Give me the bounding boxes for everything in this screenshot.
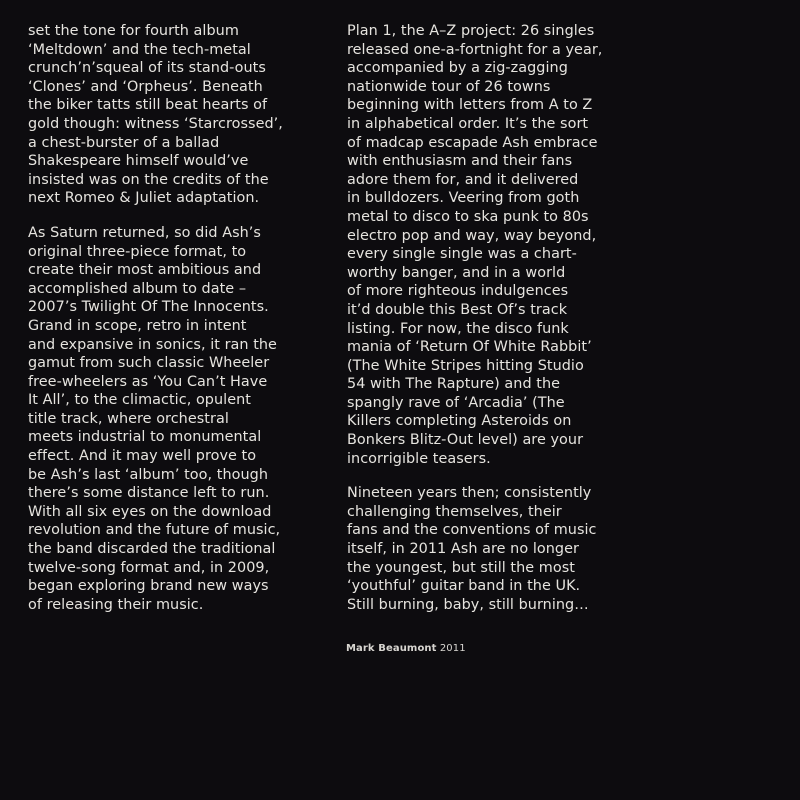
author-credit (346, 643, 466, 654)
text-line: accomplished album to date – (28, 280, 247, 297)
right-paragraph-1 (347, 22, 647, 468)
text-line: Still burning, baby, still burning… (347, 596, 589, 613)
text-line: create their most ambitious and (28, 262, 262, 279)
text-line: title track, where orchestral (28, 410, 229, 427)
text-line: revolution and the future of music, (28, 522, 281, 539)
text-line: and expansive in sonics, it ran the (28, 336, 277, 353)
text-line: With all six eyes on the download (28, 503, 272, 520)
text-line: beginning with letters from A to Z (347, 97, 593, 114)
text-line: the youngest, but still the most (347, 559, 575, 576)
text-line: electro pop and way, way beyond, (347, 227, 597, 244)
text-line: insisted was on the credits of the (28, 171, 269, 188)
text-line: free-wheelers as ‘You Can’t Have (28, 373, 268, 390)
text-line: of releasing their music. (28, 596, 204, 613)
text-line: of more righteous indulgences (347, 283, 569, 300)
text-line: incorrigible teasers. (347, 450, 491, 467)
right-paragraph-2 (347, 484, 647, 614)
text-line: there’s some distance left to run. (28, 485, 270, 502)
text-line: original three-piece format, to (28, 243, 247, 260)
text-line: in alphabetical order. It’s the sort (347, 115, 589, 132)
text-line: every single single was a chart- (347, 246, 577, 263)
text-line: meets industrial to monumental (28, 429, 262, 446)
text-line: accompanied by a zig-zagging (347, 60, 568, 77)
text-line: It All’, to the climactic, opulent (28, 392, 251, 409)
text-line: the band discarded the traditional (28, 541, 276, 558)
text-line: 54 with The Rapture) and the (347, 376, 561, 393)
text-line: effect. And it may well prove to (28, 448, 257, 465)
text-line: metal to disco to ska punk to 80s (347, 208, 589, 225)
text-line: Grand in scope, retro in intent (28, 317, 247, 334)
text-line: ‘youthful’ guitar band in the UK. (347, 578, 581, 595)
text-line: next Romeo & Juliet adaptation. (28, 190, 260, 207)
credit-year: 2011 (439, 643, 466, 654)
paragraph-gap (28, 208, 328, 224)
text-line: Shakespeare himself would’ve (28, 153, 249, 170)
text-line: crunch’n’squeal of its stand-outs (28, 60, 266, 77)
text-line: a chest-burster of a ballad (28, 134, 220, 151)
text-line: listing. For now, the disco funk (347, 320, 569, 337)
text-line: 2007’s Twilight Of The Innocents. (28, 299, 269, 316)
text-line: Nineteen years then; consistently (347, 485, 592, 502)
text-line: fans and the conventions of music (347, 522, 597, 539)
text-line: Bonkers Blitz-Out level) are your (347, 432, 584, 449)
text-line: ‘Meltdown’ and the tech-metal (28, 41, 251, 58)
text-line: spangly rave of ‘Arcadia’ (The (347, 394, 565, 411)
author-name: Mark Beaumont (346, 643, 437, 654)
text-line: in bulldozers. Veering from goth (347, 190, 580, 207)
text-line: (The White Stripes hitting Studio (347, 357, 584, 374)
text-line: As Saturn returned, so did Ash’s (28, 224, 261, 241)
text-line: be Ash’s last ‘album’ too, though (28, 466, 269, 483)
paragraph-gap (347, 468, 647, 484)
text-line: mania of ‘Return Of White Rabbit’ (347, 339, 592, 356)
text-line: gold though: witness ‘Starcrossed’, (28, 115, 283, 132)
text-line: Plan 1, the A–Z project: 26 singles (347, 23, 595, 39)
right-column (347, 22, 647, 614)
text-line: itself, in 2011 Ash are no longer (347, 541, 579, 558)
text-line: set the tone for fourth album (28, 23, 239, 39)
text-line: gamut from such classic Wheeler (28, 355, 270, 372)
text-line: Killers completing Asteroids on (347, 413, 572, 430)
text-line: the biker tatts still beat hearts of (28, 97, 268, 114)
text-line: nationwide tour of 26 towns (347, 78, 551, 95)
text-line: with enthusiasm and their fans (347, 153, 573, 170)
text-line: ‘Clones’ and ‘Orpheus’. Beneath (28, 78, 263, 95)
text-line: challenging themselves, their (347, 503, 562, 520)
text-line: twelve-song format and, in 2009, (28, 559, 270, 576)
text-line: released one-a-fortnight for a year, (347, 41, 603, 58)
text-line: adore them for, and it delivered (347, 171, 579, 188)
left-paragraph-2 (28, 224, 328, 614)
text-line: it’d double this Best Of’s track (347, 301, 568, 318)
text-line: of madcap escapade Ash embrace (347, 134, 598, 151)
left-column (28, 22, 328, 614)
text-line: began exploring brand new ways (28, 578, 269, 595)
left-paragraph-1 (28, 22, 328, 208)
text-line: worthy banger, and in a world (347, 264, 566, 281)
